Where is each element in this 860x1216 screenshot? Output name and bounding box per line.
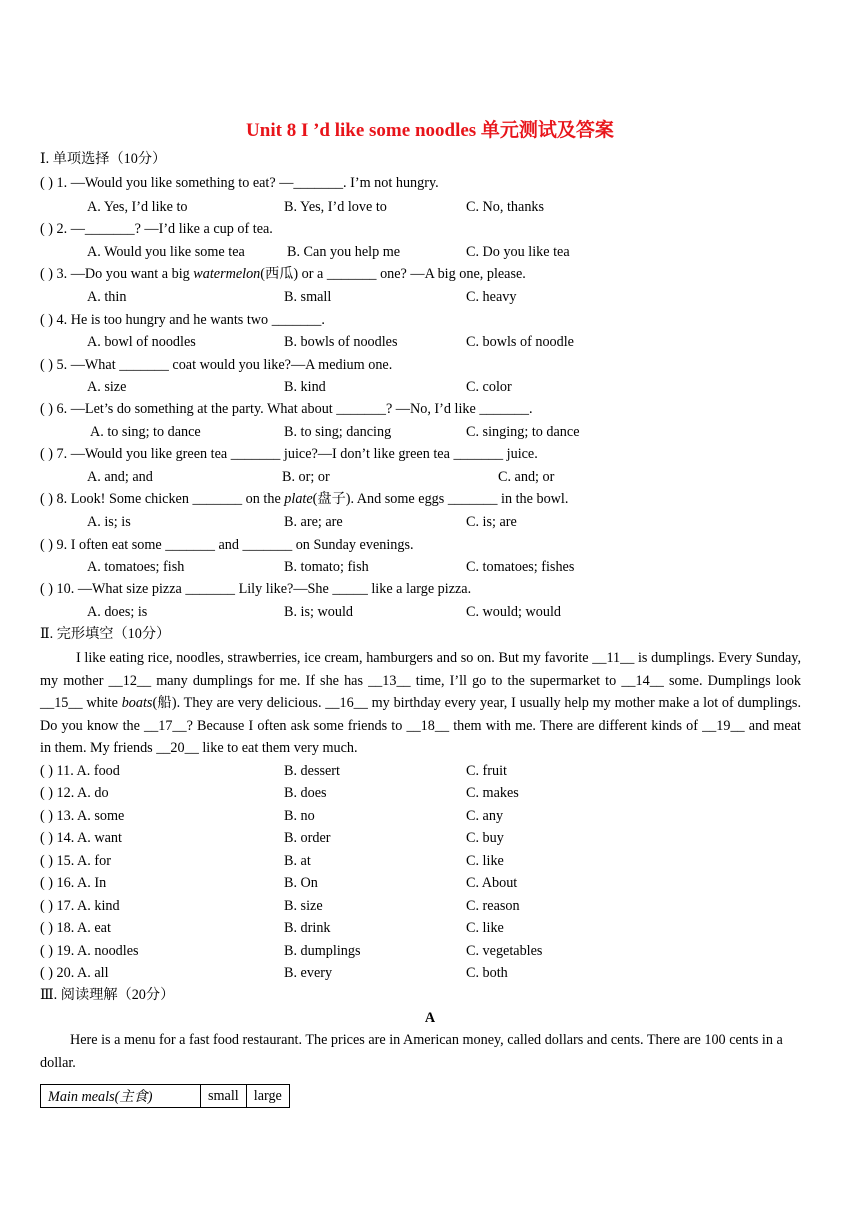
q2-option-c: C. Do you like tea xyxy=(466,244,570,260)
q7-option-b: B. or; or xyxy=(282,469,330,485)
section-2-heading: Ⅱ. 完形填空（10分） xyxy=(40,626,171,642)
cloze-q-11: ( ) 11. A. food xyxy=(40,763,120,779)
q1-option-b: B. Yes, I’d love to xyxy=(284,199,387,215)
cloze-q-14-c: C. buy xyxy=(466,830,504,846)
q9-option-c: C. tomatoes; fishes xyxy=(466,559,575,575)
cloze-q-19-b: B. dumplings xyxy=(284,943,361,959)
cloze-q-17-c: C. reason xyxy=(466,898,520,914)
q10-option-c: C. would; would xyxy=(466,604,561,620)
q8-option-b: B. are; are xyxy=(284,514,343,530)
q7-option-c: C. and; or xyxy=(498,469,555,485)
q10-option-a: A. does; is xyxy=(87,604,148,620)
q10-option-b: B. is; would xyxy=(284,604,353,620)
cloze-q-20-b: B. every xyxy=(284,965,333,981)
q3-option-b: B. small xyxy=(284,289,332,305)
question-5: ( ) 5. —What _______ coat would you like?—A medium one. xyxy=(40,357,393,373)
q4-option-c: C. bowls of noodle xyxy=(466,334,574,350)
table-row xyxy=(41,1085,290,1108)
cloze-q-16: ( ) 16. A. In xyxy=(40,875,107,891)
q1-option-a: A. Yes, I’d like to xyxy=(87,199,188,215)
cloze-q-18: ( ) 18. A. eat xyxy=(40,920,111,936)
question-3: ( ) 3. —Do you want a big watermelon(西瓜) or a _______ one? —A big one, please. xyxy=(40,266,526,282)
q8-option-c: C. is; are xyxy=(466,514,517,530)
q4-option-a: A. bowl of noodles xyxy=(87,334,196,350)
cloze-q-13-b: B. no xyxy=(284,808,315,824)
q9-option-a: A. tomatoes; fish xyxy=(87,559,185,575)
section-1-heading: Ⅰ. 单项选择（10分） xyxy=(40,151,167,167)
cloze-q-14-b: B. order xyxy=(284,830,331,846)
cloze-q-11-c: C. fruit xyxy=(466,763,507,779)
cloze-q-13-c: C. any xyxy=(466,808,504,824)
question-10: ( ) 10. —What size pizza _______ Lily like?—She _____ like a large pizza. xyxy=(40,581,472,597)
reading-a-intro: Here is a menu for a fast food restaurant. The prices are in American money, called dollars and cents. There are 100 cents in a dollar. xyxy=(40,1032,783,1071)
cloze-passage: I like eating rice, noodles, strawberries, ice cream, hamburgers and so on. But my favorite __11__ is dumplings. Every Sunday, my mother __12__ many dumplings for me. If she has __13__ time, I’ll go to the supermarket to __14__ some. Dumplings look __15__ white boats(船). They are very delicious. __16__ my birthday every year, I usually help my mother make a lot of dumplings. Do you know the __17__? Because I often ask some friends to __18__ them with me. There are different kinds of __19__ and meat in them. My friends __20__ like to eat them very much. xyxy=(40,650,802,757)
q9-option-b: B. tomato; fish xyxy=(284,559,369,575)
question-4: ( ) 4. He is too hungry and he wants two _______. xyxy=(40,312,325,328)
menu-header-small: small xyxy=(201,1085,247,1108)
cloze-q-15-c: C. like xyxy=(466,853,504,869)
page-title: Unit 8 I ’d like some noodles 单元测试及答案 xyxy=(246,120,614,141)
cloze-q-13: ( ) 13. A. some xyxy=(40,808,125,824)
q7-option-a: A. and; and xyxy=(87,469,153,485)
q3-option-a: A. thin xyxy=(87,289,127,305)
menu-table xyxy=(40,1084,290,1108)
q6-option-c: C. singing; to dance xyxy=(466,424,580,440)
q2-option-a: A. Would you like some tea xyxy=(87,244,245,260)
q8-option-a: A. is; is xyxy=(87,514,131,530)
q2-option-b: B. Can you help me xyxy=(287,244,401,260)
q5-option-a: A. size xyxy=(87,379,127,395)
cloze-q-20-c: C. both xyxy=(466,965,508,981)
cloze-q-14: ( ) 14. A. want xyxy=(40,830,122,846)
q5-option-c: C. color xyxy=(466,379,512,395)
cloze-q-12-b: B. does xyxy=(284,785,327,801)
q4-option-b: B. bowls of noodles xyxy=(284,334,398,350)
q5-option-b: B. kind xyxy=(284,379,326,395)
cloze-q-19-c: C. vegetables xyxy=(466,943,543,959)
question-1: ( ) 1. —Would you like something to eat? —_______. I’m not hungry. xyxy=(40,175,439,191)
reading-part-a-label: A xyxy=(424,1010,436,1026)
menu-header-main-meals: Main meals(主食) xyxy=(41,1085,201,1108)
cloze-q-19: ( ) 19. A. noodles xyxy=(40,943,139,959)
q1-option-c: C. No, thanks xyxy=(466,199,545,215)
q6-option-a: A. to sing; to dance xyxy=(90,424,201,440)
cloze-q-16-c: C. About xyxy=(466,875,518,891)
cloze-q-15: ( ) 15. A. for xyxy=(40,853,111,869)
question-7: ( ) 7. —Would you like green tea _______ juice?—I don’t like green tea _______ juice. xyxy=(40,446,538,462)
cloze-q-17: ( ) 17. A. kind xyxy=(40,898,120,914)
cloze-q-18-c: C. like xyxy=(466,920,504,936)
cloze-q-18-b: B. drink xyxy=(284,920,331,936)
question-8: ( ) 8. Look! Some chicken _______ on the plate(盘子). And some eggs _______ in the bowl. xyxy=(40,491,569,507)
cloze-q-16-b: B. On xyxy=(284,875,318,891)
question-9: ( ) 9. I often eat some _______ and _______ on Sunday evenings. xyxy=(40,537,414,553)
section-3-heading: Ⅲ. 阅读理解（20分） xyxy=(40,987,175,1003)
q6-option-b: B. to sing; dancing xyxy=(284,424,392,440)
cloze-q-12: ( ) 12. A. do xyxy=(40,785,109,801)
q3-option-c: C. heavy xyxy=(466,289,517,305)
cloze-q-17-b: B. size xyxy=(284,898,323,914)
menu-header-large: large xyxy=(246,1085,289,1108)
cloze-q-20: ( ) 20. A. all xyxy=(40,965,109,981)
cloze-q-15-b: B. at xyxy=(284,853,311,869)
question-6: ( ) 6. —Let’s do something at the party. What about _______? —No, I’d like _______. xyxy=(40,401,533,417)
cloze-q-11-b: B. dessert xyxy=(284,763,340,779)
cloze-q-12-c: C. makes xyxy=(466,785,519,801)
question-2: ( ) 2. —_______? —I’d like a cup of tea. xyxy=(40,221,273,237)
